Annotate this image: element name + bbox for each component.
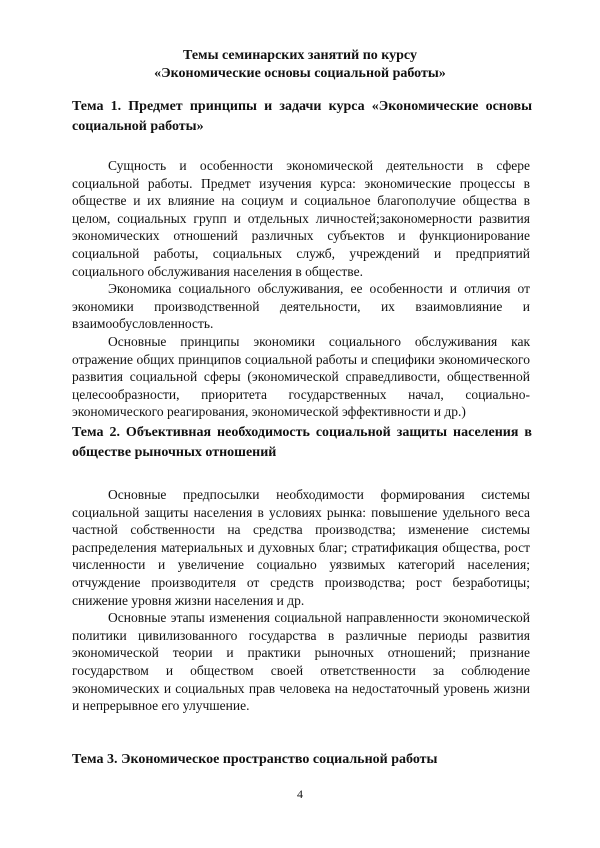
document-title-line-2: «Экономические основы социальной работы» bbox=[154, 66, 446, 81]
paragraph: Основные принципы экономики социального обслуживания как отражение общих принципов социальной работы и специфики экономического развития социальной сферы (экономической справедливости, общественной целесообразности, приоритета государственных начал, социально-экономического реагирования, экономической эффективности и др.) bbox=[72, 333, 530, 420]
topic-1-heading: Тема 1. Предмет принципы и задачи курса «Экономические основы социальной работы» bbox=[72, 99, 532, 134]
topic-2-body bbox=[72, 486, 530, 715]
topic-1-body bbox=[72, 157, 530, 421]
topic-2-heading: Тема 2. Объективная необходимость социальной защиты населения в обществе рыночных отношений bbox=[72, 425, 532, 460]
document-title-line-1: Темы семинарских занятий по курсу bbox=[183, 48, 417, 63]
paragraph: Основные этапы изменения социальной направленности экономической политики цивилизованного государства в различные периоды развития экономической теории и практики рыночных отношений; признание государством и обществом своей ответственности за соблюдение экономических и социальных прав человека на недостаточный уровень жизни и непрерывное его улучшение. bbox=[72, 610, 530, 714]
topic-3-heading: Тема 3. Экономическое пространство социальной работы bbox=[72, 752, 438, 767]
paragraph: Основные предпосылки необходимости формирования системы социальной защиты населения в условиях рынка: повышение удельного веса частной собственности на средства производства; изменение системы распределения материальных и духовных благ; стратификация общества, рост численности и увеличение социально уязвимых категорий населения; отчуждение производителя от средств производства; рост безработицы; снижение уровня жизни населения и др. bbox=[72, 487, 530, 608]
paragraph: Экономика социального обслуживания, ее особенности и отличия от экономики производственной деятельности, их взаимовлияние и взаимообусловленность. bbox=[72, 281, 530, 332]
paragraph: Сущность и особенности экономической деятельности в сфере социальной работы. Предмет изучения курса: экономические процессы в обществе и их влияние на социум и социальное благополучие общества в целом, социальных групп и отдельных личностей;закономерности развития экономических отношений различных субъектов и функционирование социальной работы, социальных служб, учреждений и предприятий социального обслуживания населения в обществе. bbox=[72, 158, 530, 279]
page-number: 4 bbox=[297, 787, 303, 801]
